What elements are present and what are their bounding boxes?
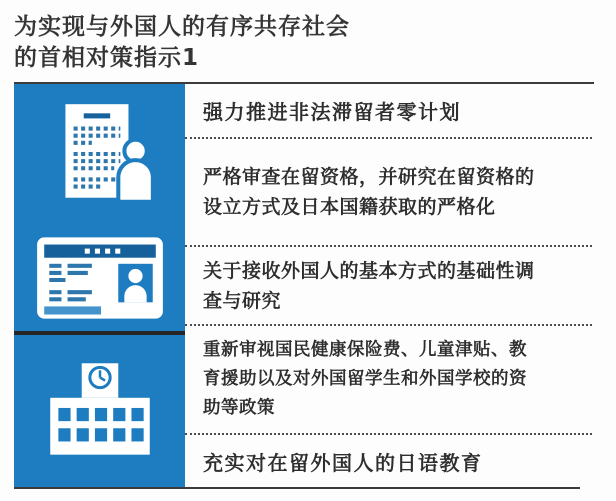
id-card-icon	[29, 224, 171, 331]
policy-item-text: 强力推进非法滞留者零计划	[203, 100, 461, 124]
policy-table	[14, 84, 594, 487]
policy-item	[185, 84, 594, 137]
bottom-rule	[14, 487, 580, 489]
page-title-line2: 的首相对策指示1	[14, 45, 200, 71]
policy-item-text: 充实对在留外国人的日语教育	[203, 450, 483, 475]
policy-item-text: 严格审查在留资格，并研究在留资格的设立方式及日本国籍获取的严格化	[203, 166, 535, 218]
school-building-icon	[14, 335, 185, 487]
policy-text-column	[185, 84, 594, 487]
page-title-line1: 为实现与外国人的有序共存社会	[14, 14, 350, 40]
icon-block-top	[14, 84, 185, 331]
policy-item	[185, 435, 594, 487]
page-title	[14, 12, 350, 74]
icon-column	[14, 84, 185, 487]
document-with-person-icon	[39, 84, 161, 224]
policy-item	[185, 326, 594, 433]
policy-item	[185, 247, 594, 324]
policy-item-text: 关于接收外国人的基本方式的基础性调查与研究	[203, 259, 535, 312]
policy-item	[185, 139, 594, 245]
policy-item-text: 重新审视国民健康保险费、儿童津贴、教育援助以及对外国留学生和外国学校的资助等政策	[203, 340, 527, 418]
